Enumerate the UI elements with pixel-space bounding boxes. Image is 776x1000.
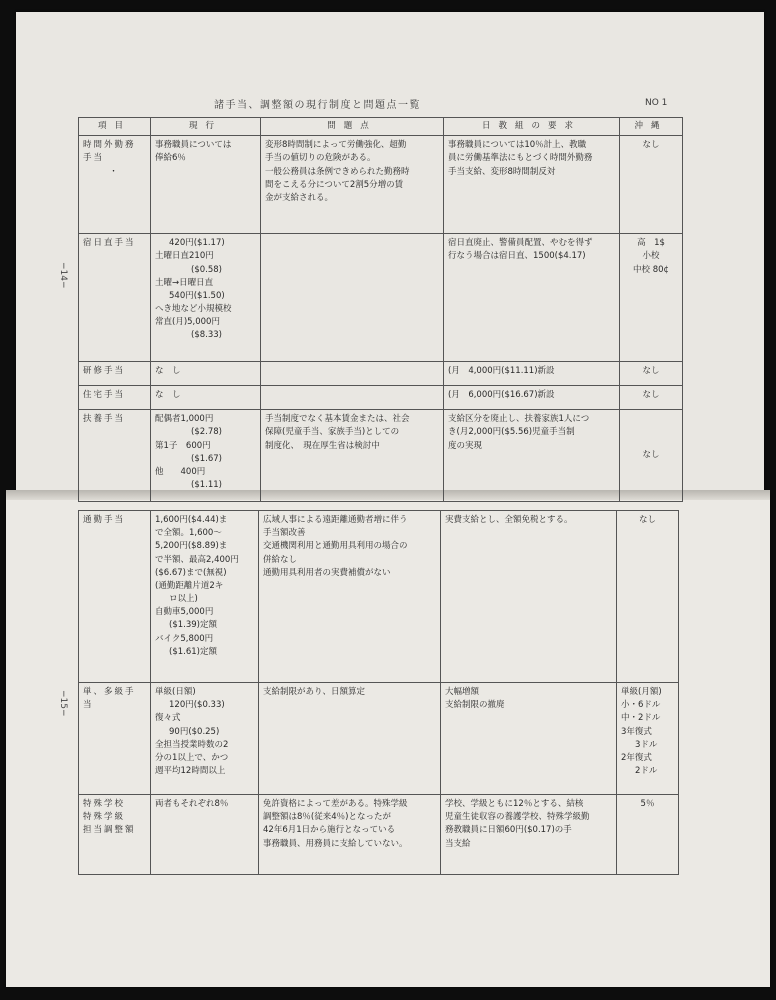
current-cell: 単級(日額) 120円($0.33) 復々式 90円($0.25) 全担当授業時数の2 分の1以上で、かつ 週平均12時間以上 <box>151 683 259 795</box>
table-row <box>79 362 683 386</box>
demand-cell: (月 4,000円($11.11)新設 <box>444 362 620 386</box>
demand-cell: (月 6,000円($16.67)新設 <box>444 386 620 410</box>
side-page-number-bottom: −15− <box>58 690 68 717</box>
item-cell: 研修手当 <box>79 362 151 386</box>
header-demand: 日教組の要求 <box>444 118 620 136</box>
item-cell: 単、多級手 当 <box>79 683 151 795</box>
item-cell: 扶養手当 <box>79 410 151 502</box>
okinawa-cell: なし <box>617 511 679 683</box>
current-cell: 両者もそれぞれ8％ <box>151 795 259 875</box>
problems-cell: 支給制限があり、日額算定 <box>259 683 441 795</box>
demand-cell: 支給区分を廃止し、扶養家族1人につ き(月2,000円($5.56)児童手当制 度の実現 <box>444 410 620 502</box>
okinawa-cell: なし <box>620 136 683 234</box>
allowance-table-top <box>78 117 683 502</box>
okinawa-cell: なし <box>620 410 683 502</box>
okinawa-cell: なし <box>620 362 683 386</box>
side-page-number-top: −14− <box>58 262 68 289</box>
allowance-table-bottom <box>78 510 679 875</box>
item-cell: 住宅手当 <box>79 386 151 410</box>
table-header-row <box>79 118 683 136</box>
okinawa-cell: 単級(月額) 小・6ドル 中・2ドル 3年復式 3ドル 2年復式 2ドル <box>617 683 679 795</box>
current-cell: な し <box>151 362 261 386</box>
okinawa-cell: 5％ <box>617 795 679 875</box>
problems-cell: 広域人事による遠距離通勤者増に伴う 手当額改善 交通機関利用と通勤用具利用の場合の 併給なし 通勤用具利用者の実費補償がない <box>259 511 441 683</box>
problems-cell <box>261 234 444 362</box>
item-cell: 通勤手当 <box>79 511 151 683</box>
problems-cell: 免許資格によって差がある。特殊学級 調整額は8％(従来4％)となったが 42年6月1日から施行となっている 事務職員、用務員に支給していない。 <box>259 795 441 875</box>
current-cell: 1,600円($4.44)ま で全額。1,600〜 5,200円($8.89)ま で半額、最高2,400円 ($6.67)まで(無視) (通勤距離片道2キ ロ以上) 自動車5,000円 ($1.39)定額 バイク5,800円 ($1.61)定額 <box>151 511 259 683</box>
current-cell: な し <box>151 386 261 410</box>
header-item: 項目 <box>79 118 151 136</box>
table-row <box>79 386 683 410</box>
table-row <box>79 410 683 502</box>
okinawa-cell: なし <box>620 386 683 410</box>
demand-cell: 学校、学級ともに12％とする、結核 児童生徒収容の養護学校、特殊学級勤 務教職員に日額60円($0.17)の手 当支給 <box>441 795 617 875</box>
problems-cell <box>261 362 444 386</box>
header-current: 現行 <box>151 118 261 136</box>
current-cell: 配偶者1,000円 ($2.78) 第1子 600円 ($1.67) 他 400円 ($1.11) <box>151 410 261 502</box>
item-cell: 宿日直手当 <box>79 234 151 362</box>
page-number: NO 1 <box>645 98 668 108</box>
header-okinawa: 沖縄 <box>620 118 683 136</box>
problems-cell: 手当制度でなく基本賃金または、社会 保障(児童手当、家族手当)としての 制度化、 現在厚生省は検討中 <box>261 410 444 502</box>
current-cell: 事務職員については 俸給6％ <box>151 136 261 234</box>
table-row <box>79 136 683 234</box>
okinawa-cell: 高 1$ 小校 中校 80¢ <box>620 234 683 362</box>
page-title: 諸手当、調整額の現行制度と問題点一覧 <box>214 100 421 111</box>
current-cell: 420円($1.17) 土曜日直210円 ($0.58) 土曜→日曜日直 540円($1.50) へき地など小規模校 常直(月)5,000円 ($8.33) <box>151 234 261 362</box>
demand-cell: 宿日直廃止、警備員配置、やむを得ず 行なう場合は宿日直、1500($4.17) <box>444 234 620 362</box>
item-cell: 時間外勤務 手当 ・ <box>79 136 151 234</box>
problems-cell <box>261 386 444 410</box>
problems-cell: 変形8時間制によって労働強化、超勤 手当の値切りの危険がある。 一般公務員は条例できめられた勤務時 間をこえる分について2割5分増の賃 金が支給される。 <box>261 136 444 234</box>
header-problems: 問題点 <box>261 118 444 136</box>
table-row <box>79 511 679 683</box>
item-cell: 特殊学校 特殊学級 担当調整額 <box>79 795 151 875</box>
demand-cell: 大幅増額 支給制限の撤廃 <box>441 683 617 795</box>
demand-cell: 事務職員については10％計上、教職 員に労働基準法にもとづく時間外勤務 手当支給、変形8時間制反対 <box>444 136 620 234</box>
table-row <box>79 234 683 362</box>
demand-cell: 実費支給とし、全額免税とする。 <box>441 511 617 683</box>
table-row <box>79 683 679 795</box>
table-row <box>79 795 679 875</box>
